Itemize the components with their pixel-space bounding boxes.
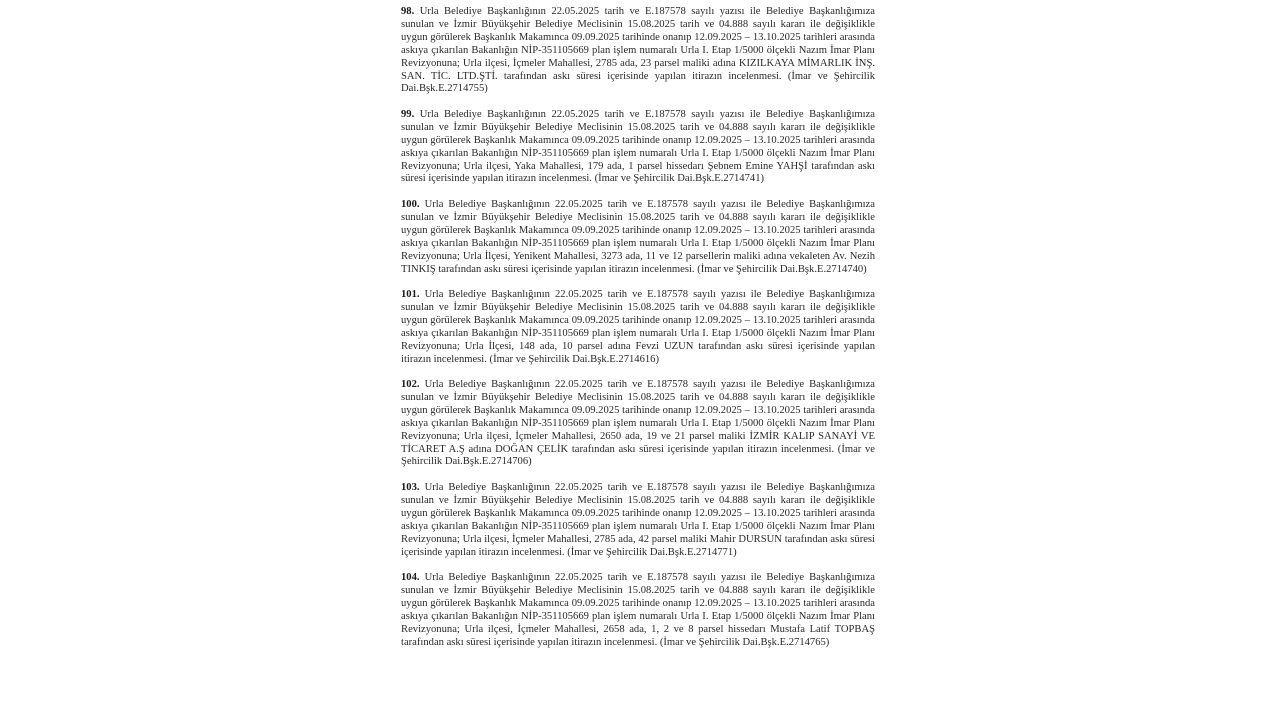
item-text: Urla Belediye Başkanlığının 22.05.2025 tarih ve E.187578 sayılı yazısı ile Belediye Başkanlığımıza sunulan ve İzmir Büyükşehir Belediye Meclisinin 15.08.2025 tarih ve 04.888 sayılı kararı ile değişiklikle uygun görülerek Başkanlık Makamınca 09.09.2025 tarihinde onanıp 12.09.2025 – 13.10.2025 tarihleri arasında askıya çıkarılan Bakanlığın NİP-351105669 plan işlem numaralı Urla I. Etap 1/5000 ölçekli Nazım İmar Planı Revizyonuna; Urla ilçesi, İçmeler Mahallesi, 2785 ada, 42 parsel maliki Mahir DURSUN tarafından askı süresi içerisinde yapılan itirazın incelenmesi. (İmar ve Şehircilik Dai.Bşk.E.2714771) [401,481,875,558]
item-text: Urla Belediye Başkanlığının 22.05.2025 tarih ve E.187578 sayılı yazısı ile Belediye Başkanlığımıza sunulan ve İzmir Büyükşehir Belediye Meclisinin 15.08.2025 tarih ve 04.888 sayılı kararı ile değişiklikle uygun görülerek Başkanlık Makamınca 09.09.2025 tarihinde onanıp 12.09.2025 – 13.10.2025 tarihleri arasında askıya çıkarılan Bakanlığın NİP-351105669 plan işlem numaralı Urla I. Etap 1/5000 ölçekli Nazım İmar Planı Revizyonuna; Urla ilçesi, Yaka Mahallesi, 179 ada, 1 parsel hissedarı Şebnem Emine YAHŞİ tarafından askı süresi içerisinde yapılan itirazın incelenmesi. (İmar ve Şehircilik Dai.Bşk.E.2714741) [401,108,875,185]
agenda-item-104 [401,572,875,649]
item-text: Urla Belediye Başkanlığının 22.05.2025 tarih ve E.187578 sayılı yazısı ile Belediye Başkanlığımıza sunulan ve İzmir Büyükşehir Belediye Meclisinin 15.08.2025 tarih ve 04.888 sayılı kararı ile değişiklikle uygun görülerek Başkanlık Makamınca 09.09.2025 tarihinde onanıp 12.09.2025 – 13.10.2025 tarihleri arasında askıya çıkarılan Bakanlığın NİP-351105669 plan işlem numaralı Urla I. Etap 1/5000 ölçekli Nazım İmar Planı Revizyonuna; Urla İlçesi, Yenikent Mahallesi, 3273 ada, 11 ve 12 parsellerin maliki adına vekaleten Av. Nezih TINKIŞ tarafından askı süresi içerisinde yapılan itirazın incelenmesi. (İmar ve Şehircilik Dai.Bşk.E.2714740) [401,198,875,275]
item-text: Urla Belediye Başkanlığının 22.05.2025 tarih ve E.187578 sayılı yazısı ile Belediye Başkanlığımıza sunulan ve İzmir Büyükşehir Belediye Meclisinin 15.08.2025 tarih ve 04.888 sayılı kararı ile değişiklikle uygun görülerek Başkanlık Makamınca 09.09.2025 tarihinde onanıp 12.09.2025 – 13.10.2025 tarihleri arasında askıya çıkarılan Bakanlığın NİP-351105669 plan işlem numaralı Urla I. Etap 1/5000 ölçekli Nazım İmar Planı Revizyonuna; Urla ilçesi, İçmeler Mahallesi, 2650 ada, 19 ve 21 parsel maliki İZMİR KALIP SANAYİ VE TİCARET A.Ş adına DOĞAN ÇELİK tarafından askı süresi içerisinde yapılan itirazın incelenmesi. (İmar ve Şehircilik Dai.Bşk.E.2714706) [401,379,875,468]
item-number: 98. [401,6,415,17]
agenda-item-101 [401,289,875,366]
agenda-item-99 [401,109,875,186]
agenda-item-98 [401,6,875,96]
item-number: 104. [401,572,420,583]
agenda-item-103 [401,482,875,559]
agenda-item-100 [401,199,875,276]
item-number: 103. [401,481,420,493]
item-number: 102. [401,379,420,391]
agenda-item-102 [401,379,875,469]
item-text: Urla Belediye Başkanlığının 22.05.2025 tarih ve E.187578 sayılı yazısı ile Belediye Başkanlığımıza sunulan ve İzmir Büyükşehir Belediye Meclisinin 15.08.2025 tarih ve 04.888 sayılı kararı ile değişiklikle uygun görülerek Başkanlık Makamınca 09.09.2025 tarihinde onanıp 12.09.2025 – 13.10.2025 tarihleri arasında askıya çıkarılan Bakanlığın NİP-351105669 plan işlem numaralı Urla I. Etap 1/5000 ölçekli Nazım İmar Planı Revizyonuna; Urla ilçesi, İçmeler Mahallesi, 2785 ada, 23 parsel maliki adına KIZILKAYA MİMARLIK İNŞ. SAN. TİC. LTD.ŞTİ. tarafından askı süresi içerisinde yapılan itirazın incelenmesi. (İmar ve Şehircilik Dai.Bşk.E.2714755) [401,6,875,95]
item-text: Urla Belediye Başkanlığının 22.05.2025 tarih ve E.187578 sayılı yazısı ile Belediye Başkanlığımıza sunulan ve İzmir Büyükşehir Belediye Meclisinin 15.08.2025 tarih ve 04.888 sayılı kararı ile değişiklikle uygun görülerek Başkanlık Makamınca 09.09.2025 tarihinde onanıp 12.09.2025 – 13.10.2025 tarihleri arasında askıya çıkarılan Bakanlığın NİP-351105669 plan işlem numaralı Urla I. Etap 1/5000 ölçekli Nazım İmar Planı Revizyonuna; Urla ilçesi, İçmeler Mahallesi, 2658 ada, 1, 2 ve 8 parsel hissedarı Mustafa Latif TOPBAŞ tarafından askı süresi içerisinde yapılan itirazın incelenmesi. (İmar ve Şehircilik Dai.Bşk.E.2714765) [401,572,875,648]
document-page [401,6,875,662]
item-number: 100. [401,198,420,210]
item-text: Urla Belediye Başkanlığının 22.05.2025 tarih ve E.187578 sayılı yazısı ile Belediye Başkanlığımıza sunulan ve İzmir Büyükşehir Belediye Meclisinin 15.08.2025 tarih ve 04.888 sayılı kararı ile değişiklikle uygun görülerek Başkanlık Makamınca 09.09.2025 tarihinde onanıp 12.09.2025 – 13.10.2025 tarihleri arasında askıya çıkarılan Bakanlığın NİP-351105669 plan işlem numaralı Urla I. Etap 1/5000 ölçekli Nazım İmar Planı Revizyonuna; Urla İlçesi, 148 ada, 10 parsel adına Fevzi UZUN tarafından askı süresi içerisinde yapılan itirazın incelenmesi. (İmar ve Şehircilik Dai.Bşk.E.2714616) [401,289,875,365]
item-number: 101. [401,289,420,300]
item-number: 99. [401,108,415,120]
